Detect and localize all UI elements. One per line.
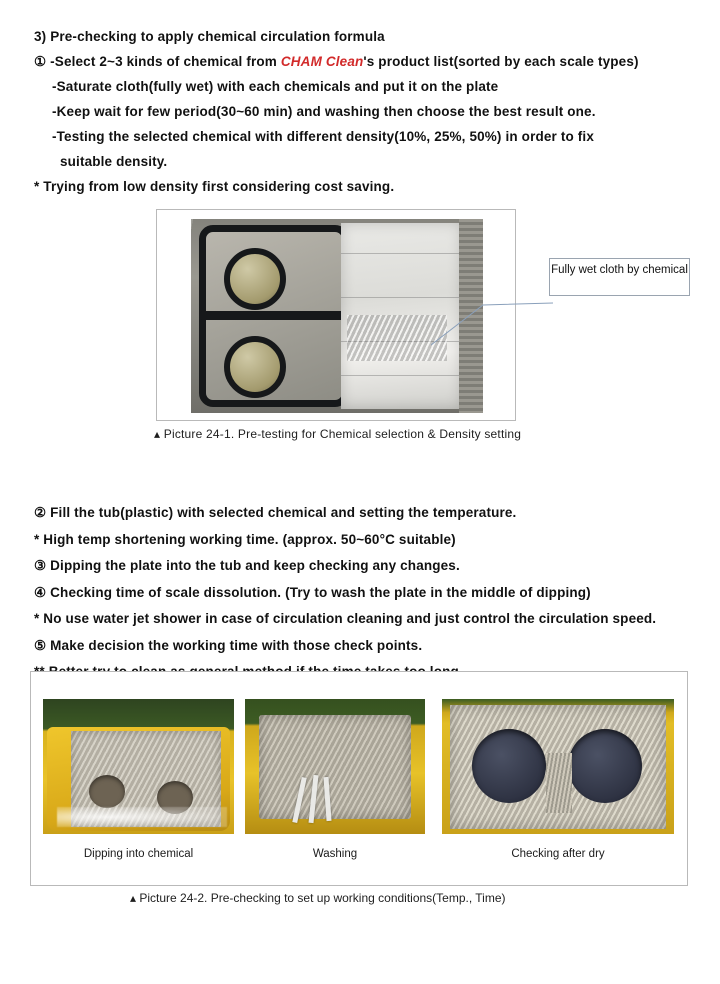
plate-photo (191, 219, 483, 413)
figure-1-frame (156, 209, 516, 421)
plate-port-right-icon (568, 729, 642, 803)
section-a-line-4: -Testing the selected chemical with different density(10%, 25%, 50%) in order to fix (52, 129, 594, 144)
section-b-line-6: ⑤ Make decision the working time with those check points. (34, 637, 423, 653)
photo-washing (245, 699, 425, 834)
plate-chevron-pattern (347, 315, 447, 361)
section-a-text (34, 24, 704, 199)
plate-washing (259, 715, 411, 819)
plate-port-left-icon (472, 729, 546, 803)
foam (57, 807, 227, 827)
photo-label-2: Washing (312, 848, 358, 860)
callout-box (549, 258, 690, 296)
section-a-heading: 3) Pre-checking to apply chemical circulation formula (34, 29, 385, 44)
section-a-line-1-suffix: 's product list(sorted by each scale types) (363, 54, 639, 69)
section-b-line-4: ④ Checking time of scale dissolution. (Try to wash the plate in the middle of dipping) (34, 584, 591, 600)
plate-center-pattern (546, 753, 572, 813)
section-a-line-1-prefix: ① -Select 2~3 kinds of chemical from (34, 54, 281, 69)
section-a-line-5: suitable density. (60, 154, 168, 169)
section-a-line-1 (34, 49, 704, 74)
yellow-tub (47, 727, 230, 831)
brand-name: CHAM Clean (280, 54, 364, 69)
plate-port-top-icon (224, 248, 286, 310)
figure-2-caption: ▴ Picture 24-2. Pre-checking to set up working conditions(Temp., Time) (130, 891, 506, 905)
section-a-line-2: -Saturate cloth(fully wet) with each chemicals and put it on the plate (52, 79, 499, 94)
plate-edge (459, 219, 483, 413)
photo-checking-after-dry (442, 699, 674, 834)
photo-label-3: Checking after dry (511, 848, 605, 860)
figure-1-caption: ▴ Picture 24-1. Pre-testing for Chemical selection & Density setting (154, 427, 522, 441)
section-b-line-5: * No use water jet shower in case of circulation cleaning and just control the circulation speed. (34, 611, 657, 626)
plate-port-bottom-icon (224, 336, 286, 398)
section-b-line-1: ② Fill the tub(plastic) with selected chemical and setting the temperature. (34, 505, 517, 520)
section-a-line-6: * Trying from low density first considering cost saving. (34, 179, 395, 194)
plate-gasket (199, 225, 349, 407)
section-b-line-3: ③ Dipping the plate into the tub and keep checking any changes. (34, 558, 460, 573)
figure-2-frame (30, 671, 688, 886)
photo-dipping (43, 699, 234, 834)
section-b-text (34, 500, 720, 686)
plate-dry (450, 705, 666, 829)
section-a-line-3: -Keep wait for few period(30~60 min) and washing then choose the best result one. (52, 104, 596, 119)
callout-text: Fully wet cloth by chemical (551, 264, 688, 276)
section-b-line-2: * High temp shortening working time. (approx. 50~60°C suitable) (34, 531, 456, 547)
photo-label-1: Dipping into chemical (83, 848, 194, 860)
